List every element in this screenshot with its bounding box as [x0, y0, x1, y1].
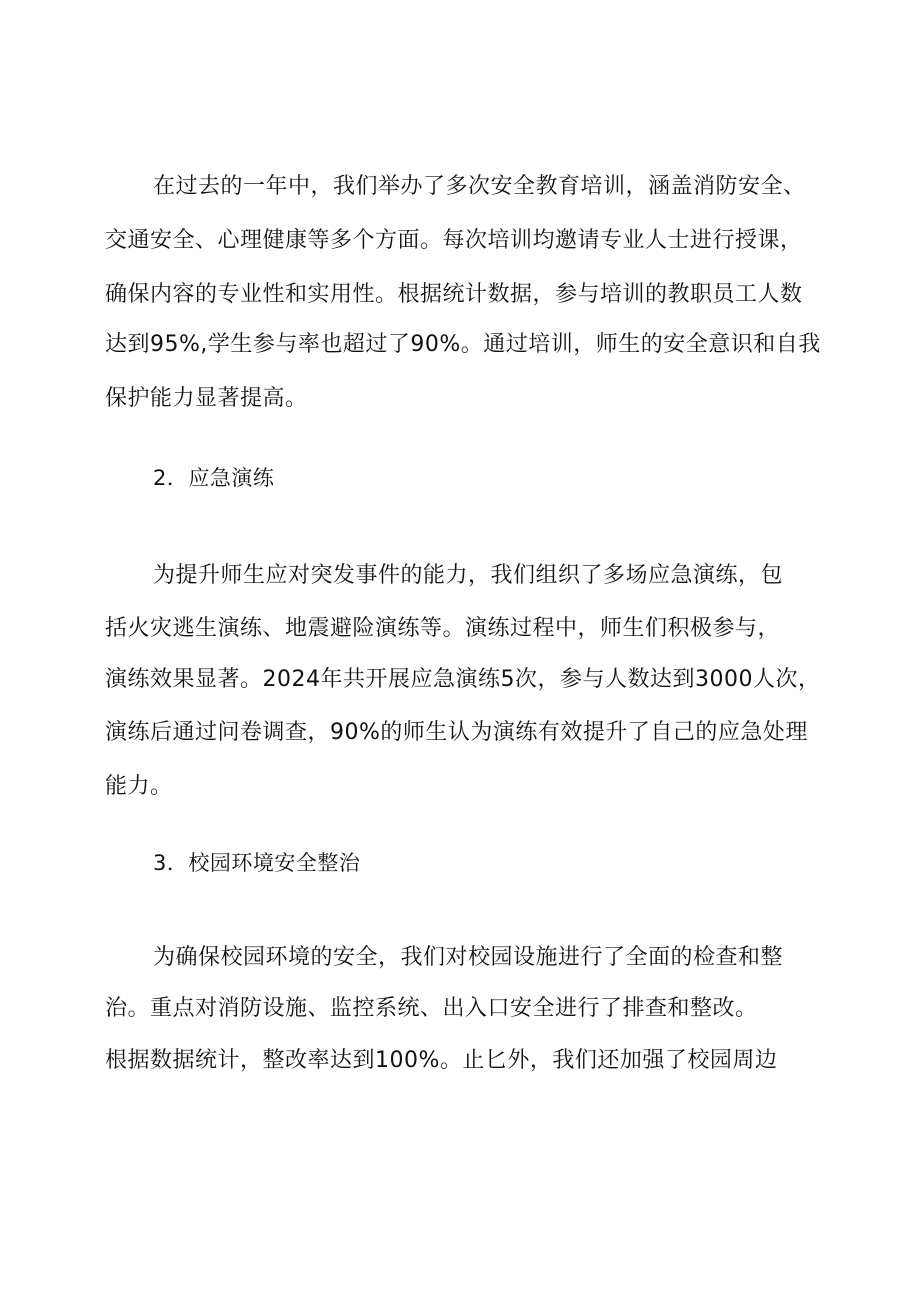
paragraph-line: 根据数据统计，整改率达到100%。止匕外，我们还加强了校园周边: [105, 1048, 778, 1073]
paragraph-line: 确保内容的专业性和实用性。根据统计数据，参与培训的教职员工人数: [105, 282, 803, 307]
paragraph-line: 治。重点对消防设施、监控系统、出入口安全进行了排查和整改。: [105, 996, 758, 1021]
paragraph-line: 能力。: [105, 774, 173, 799]
paragraph-line: 演练后通过问卷调查，90%的师生认为演练有效提升了自己的应急处理: [105, 720, 808, 745]
paragraph-line: 在过去的一年中，我们举办了多次安全教育培训，涵盖消防安全、: [153, 174, 806, 199]
paragraph-line: 括火灾逃生演练、地震避险演练等。演练过程中，师生们积极参与，: [105, 616, 781, 641]
paragraph-line: 为确保校园环境的安全，我们对校园设施进行了全面的检查和整: [153, 945, 784, 970]
paragraph-line: 演练效果显著。2024年共开展应急演练5次，参与人数达到3000人次，: [105, 667, 821, 692]
paragraph-line: 为提升师生应对突发事件的能力，我们组织了多场应急演练，包: [153, 563, 784, 588]
paragraph-line: 交通安全、心理健康等多个方面。每次培训均邀请专业人士进行授课，: [105, 228, 803, 253]
section-heading-emergency-drill: 2．应急演练: [153, 466, 275, 490]
paragraph-line: 达到95%,学生参与率也超过了90%。通过培训，师生的安全意识和自我: [105, 332, 821, 357]
paragraph-line: 保护能力显著提高。: [105, 386, 308, 411]
section-heading-campus-safety: 3．校园环境安全整治: [153, 851, 361, 875]
